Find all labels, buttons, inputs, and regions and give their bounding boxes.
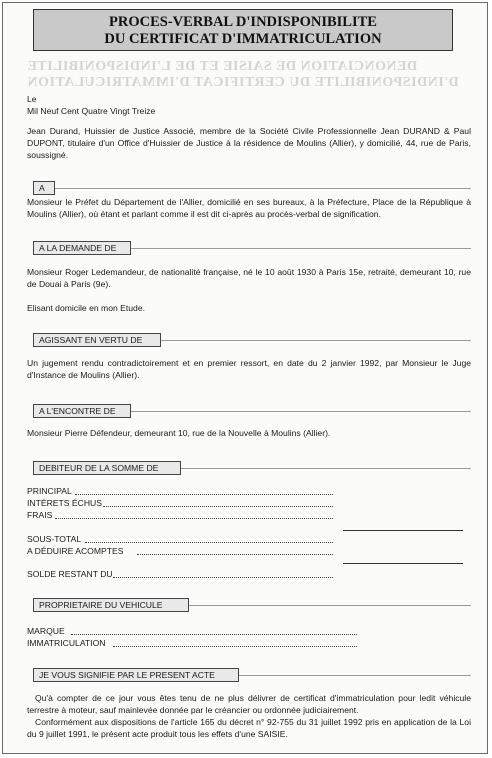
section-encontre-text: Monsieur Pierre Défendeur, demeurant 10, rue de la Nouvelle à Moulins (Allier).: [27, 428, 331, 438]
section-a-text: Monsieur le Préfet du Département de l'Allier, domicilié en ses bureaux, à la Préfecture, Place de la République à Moulins (Allier), où étant et parlant comme il est dit ci-après au procès-verbal de signification.: [27, 197, 471, 219]
field-frais: FRAIS: [27, 510, 53, 520]
field-solde-dots: [113, 577, 333, 578]
field-immatriculation: IMMATRICULATION: [27, 638, 106, 648]
title-line-2: DU CERTIFICAT D'IMMATRICULATION: [104, 31, 382, 47]
subtotal-line: [343, 530, 463, 531]
section-proprietaire-rule: [189, 605, 471, 606]
section-proprietaire-label: PROPRIETAIRE DU VEHICULE: [39, 600, 163, 610]
section-demande-text: Monsieur Roger Ledemandeur, de nationalité française, né le 10 août 1930 à Paris 15e, retraité, demeurant 10, rue de Douai à Paris (9e).: [27, 267, 471, 289]
field-principal-dots: [75, 494, 333, 495]
field-solde: SOLDE RESTANT DU: [27, 569, 113, 579]
section-demande-rule: [131, 248, 471, 249]
field-sous-total-dots: [85, 542, 333, 543]
section-encontre-header: [33, 404, 131, 418]
section-demande-label: A LA DEMANDE DE: [39, 243, 117, 253]
document-title: [33, 9, 453, 51]
document-page: [2, 2, 488, 754]
intro-date: Mil Neuf Cent Quatre Vingt Treize: [27, 106, 156, 116]
field-sous-total: SOUS-TOTAL: [27, 534, 82, 544]
section-debiteur-header: [33, 461, 181, 475]
section-a-rule: [55, 188, 471, 189]
intro-le: Le: [27, 94, 37, 104]
show-through-title: DENONCIATION DE SAISIE ET DE L'INDISPONIBILITE: [27, 59, 418, 74]
field-frais-dots: [55, 518, 333, 519]
section-agissant-label: AGISSANT EN VERTU DE: [39, 335, 143, 345]
field-immatriculation-dots: [113, 646, 357, 647]
section-demande-domicile: Elisant domicile en mon Etude.: [27, 303, 145, 313]
field-deduire: A DÉDUIRE ACOMPTES: [27, 546, 124, 556]
section-debiteur-rule: [181, 468, 471, 469]
show-through-title-2: D'INDISPONIBILITE DU CERTIFICAT D'IMMATRICULATION: [27, 75, 459, 90]
field-interets-dots: [103, 506, 333, 507]
field-principal: PRINCIPAL: [27, 486, 72, 496]
section-debiteur-label: DEBITEUR DE LA SOMME DE: [39, 463, 159, 473]
section-proprietaire-header: [33, 598, 189, 612]
section-agissant-rule: [161, 340, 471, 341]
field-interets: INTÉRETS ÉCHUS: [27, 498, 102, 508]
section-agissant-header: [33, 333, 161, 347]
section-a-label: A: [39, 183, 45, 193]
section-signifie-header: [33, 668, 239, 682]
section-signifie-label: JE VOUS SIGNIFIE PAR LE PRESENT ACTE: [39, 670, 215, 680]
section-agissant-text: Un jugement rendu contradictoirement et en premier ressort, en date du 2 janvier 1992, par Monsieur le Juge d'Instance de Moulins (Allier).: [27, 358, 471, 380]
title-line-1: PROCES-VERBAL D'INDISPONIBILITE: [109, 14, 377, 30]
section-signifie-rule: [239, 675, 471, 676]
section-signifie-text-1: Qu'à compter de ce jour vous êtes tenu de ne plus délivrer de certificat d'immatriculation pour ledit véhicule terrestre à moteur, sauf mainlevée donnée par le créancier ou ordonnée judiciairement.: [27, 693, 471, 715]
field-marque: MARQUE: [27, 626, 65, 636]
field-deduire-dots: [137, 554, 333, 555]
intro-huissier: Jean Durand, Huissier de Justice Associé, membre de la Société Civile Professionnelle Jean DURAND & Paul DUPONT, titulaire d'un Office d'Huissier de Justice à la résidence de Moulins (Allier), y domicilié, 44, rue de Paris, soussigné.: [27, 126, 471, 160]
section-encontre-label: A L'ENCONTRE DE: [39, 406, 116, 416]
section-signifie-text-2: Conformément aux dispositions de l'article 165 du décret n° 92-755 du 31 juillet 1992 pris en application de la Loi du 9 juillet 1991, le présent acte produit tous les effets d'une SAISIE.: [27, 717, 471, 739]
section-demande-header: [33, 241, 131, 255]
solde-line: [343, 563, 463, 564]
field-marque-dots: [71, 634, 357, 635]
section-a-header: [33, 181, 55, 195]
section-encontre-rule: [131, 411, 471, 412]
